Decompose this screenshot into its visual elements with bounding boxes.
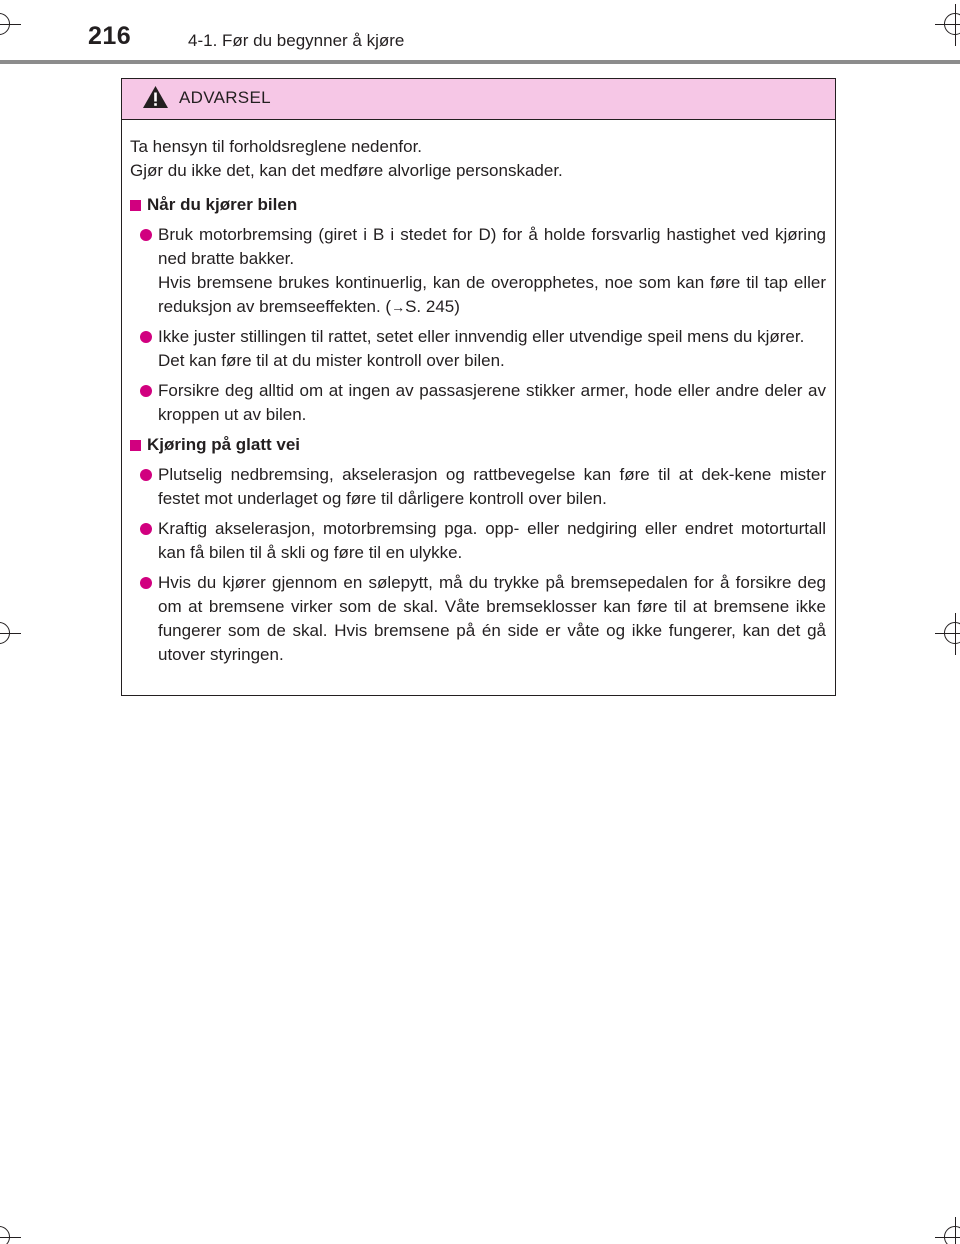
section-title: 4-1. Før du begynner å kjøre — [188, 31, 405, 50]
section-heading-text: Kjøring på glatt vei — [147, 435, 301, 454]
list-item — [130, 223, 826, 319]
item-line — [158, 271, 826, 319]
crop-mark-icon — [0, 1226, 10, 1244]
list-item-text — [158, 325, 826, 373]
list-item — [130, 325, 826, 373]
list-item — [130, 379, 826, 427]
list-item-text — [158, 379, 826, 427]
intro-line: Ta hensyn til forholdsreglene nedenfor. — [130, 137, 423, 156]
crop-mark-icon — [0, 13, 10, 35]
page-number: 216 — [88, 22, 132, 50]
warning-title: ADVARSEL — [179, 88, 271, 107]
list-item-text — [158, 463, 826, 511]
bullet-dot-icon — [140, 331, 152, 343]
header-rule — [0, 60, 960, 64]
list-item-text — [158, 517, 826, 565]
item-line: Hvis du kjører gjennom en sølepytt, må du trykke på bremsepedalen for å forsikre deg om at bremsene virker som de skal. Våte bremseklosser kan føre til at bremsene ikke fungerer som de skal. Hvis bremsene på én side er våte og ikke fungerer, kan det gå utover styringen. — [158, 573, 826, 664]
list-item-text — [158, 571, 826, 667]
warning-header — [122, 79, 835, 120]
item-line: Bruk motorbremsing (giret i B i stedet for D) for å holde forsvarlig hastighet ved kjøring ned bratte bakker. — [158, 225, 826, 268]
crop-mark-icon — [944, 13, 960, 35]
bullet-dot-icon — [140, 385, 152, 397]
crop-mark-icon — [944, 1226, 960, 1244]
item-line: Plutselig nedbremsing, akselerasjon og rattbevegelse kan føre til at dek-kene mister festet mot underlaget og føre til dårligere kontroll over bilen. — [158, 465, 826, 508]
warning-box — [121, 78, 836, 696]
section-heading — [130, 193, 826, 217]
page-reference-link[interactable]: S. 245) — [405, 297, 460, 316]
warning-body — [122, 120, 835, 667]
square-bullet-icon — [130, 200, 141, 211]
item-line: Kraftig akselerasjon, motorbremsing pga. opp- eller nedgiring eller endret motorturtall kan få bilen til å skli og føre til en ulykke. — [158, 519, 826, 562]
bullet-dot-icon — [140, 577, 152, 589]
item-line: Ikke juster stillingen til rattet, setet eller innvendig eller utvendige speil mens du kjører. — [158, 327, 805, 346]
warning-intro — [130, 135, 826, 183]
item-line: Det kan føre til at du mister kontroll over bilen. — [158, 351, 505, 370]
warning-triangle-icon — [142, 85, 169, 109]
item-line: Forsikre deg alltid om at ingen av passasjerene stikker armer, hode eller andre deler av kroppen ut av bilen. — [158, 381, 826, 424]
crop-mark-icon — [0, 622, 10, 644]
list-item — [130, 571, 826, 667]
section-heading-text: Når du kjører bilen — [147, 195, 298, 214]
bullet-dot-icon — [140, 229, 152, 241]
bullet-dot-icon — [140, 469, 152, 481]
square-bullet-icon — [130, 440, 141, 451]
list-item-text — [158, 223, 826, 319]
list-item — [130, 517, 826, 565]
crop-mark-icon — [944, 622, 960, 644]
list-item — [130, 463, 826, 511]
intro-line: Gjør du ikke det, kan det medføre alvorlige personskader. — [130, 161, 563, 180]
bullet-dot-icon — [140, 523, 152, 535]
item-line-text: Hvis bremsene brukes kontinuerlig, kan de overopphetes, noe som kan føre til tap eller reduksjon av bremseeffekten. ( — [158, 273, 826, 316]
arrow-right-icon: → — [391, 299, 406, 315]
section-heading — [130, 433, 826, 457]
